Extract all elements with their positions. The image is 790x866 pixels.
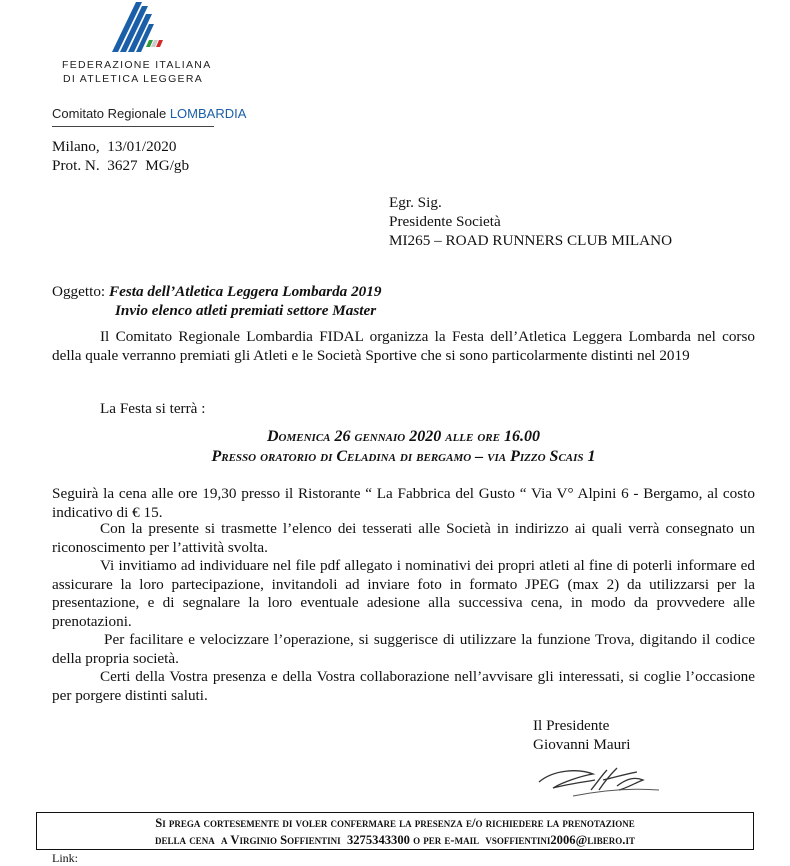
- confirmation-notice: [37, 813, 753, 849]
- signature-name: Giovanni Mauri: [533, 736, 631, 753]
- recipient-club: MI265 – ROAD RUNNERS CLUB MILANO: [389, 232, 673, 249]
- signature-block: [533, 716, 630, 754]
- protocol-number: Prot. N. 3627 MG/gb: [52, 157, 190, 174]
- search-tip-paragraph: Per facilitare e velocizzare l’operazione, si suggerisce di utilizzare la funzione Trova, digitando il codice della propria società.: [52, 631, 755, 667]
- dinner-paragraph: Seguirà la cena alle ore 19,30 presso il Ristorante “ La Fabbrica del Gusto “ Via V° Alpini 6 - Bergamo, al costo indicativo di € 15.: [52, 485, 755, 521]
- recipient-block: [389, 193, 672, 250]
- footer-link-label: Link:: [52, 851, 78, 865]
- place-date: Milano, 13/01/2020: [52, 138, 177, 155]
- federation-name: [62, 58, 212, 86]
- confirmation-notice-box: [36, 812, 754, 850]
- recipient-salutation: Egr. Sig.: [389, 194, 442, 211]
- intro-paragraph: Il Comitato Regionale Lombardia FIDAL organizza la Festa dell’Atletica Leggera Lombarda nel corso della quale verranno premiati gli Atleti e le Società Sportive che si sono particolarmente distinti nel 2019: [52, 328, 755, 364]
- event-location: Presso oratorio di Celadina di bergamo – via Pizzo Scais 1: [211, 448, 596, 465]
- notice-line-2: della cena a Virginio Soffientini 3275343300 o per e-mail vsoffientini2006@libero.it: [155, 833, 635, 847]
- federation-line-2: DI ATLETICA LEGGERA: [63, 73, 204, 85]
- subject-block: [52, 282, 381, 320]
- signature-title: Il Presidente: [533, 717, 610, 734]
- event-intro: La Festa si terrà :: [100, 400, 206, 417]
- handwritten-signature: [533, 760, 663, 802]
- committee-prefix: Comitato Regionale: [52, 106, 167, 121]
- subject-line-1: Festa dell’Atletica Leggera Lombarda 2019: [108, 283, 382, 300]
- subject-line-2: Invio elenco atleti premiati settore Master: [115, 302, 377, 319]
- fidal-logo: [112, 2, 172, 52]
- event-date-time: Domenica 26 gennaio 2020 alle ore 16.00: [267, 428, 540, 445]
- committee-name: [52, 106, 246, 121]
- notice-line-1: Si prega cortesemente di voler confermare la presenza e/o richiedere la prenotazione: [155, 816, 635, 830]
- recipient-role: Presidente Società: [389, 213, 501, 230]
- subject-label: Oggetto:: [52, 283, 106, 300]
- letterhead-divider: [52, 126, 214, 127]
- committee-region: LOMBARDIA: [169, 106, 247, 121]
- instructions-paragraph: Vi invitiamo ad individuare nel file pdf allegato i nominativi dei propri atleti al fine di poterli informare ed assicurare la loro partecipazione, invitandoli ad inviare foto in formato JPEG (max 2) da utilizzarsi per la presentazione, e di segnalare la loro eventuale adesione alla successiva cena, in modo da provvedere alle prenotazioni.: [52, 557, 755, 630]
- list-paragraph: Con la presente si trasmette l’elenco dei tesserati alle Società in indirizzo ai quali verrà consegnato un riconoscimento per l’attività svolta.: [52, 520, 755, 556]
- closing-paragraph: Certi della Vostra presenza e della Vostra collaborazione nell’avvisare gli interessati, si coglie l’occasione per porgere distinti saluti.: [52, 668, 755, 704]
- federation-line-1: FEDERAZIONE ITALIANA: [62, 59, 212, 71]
